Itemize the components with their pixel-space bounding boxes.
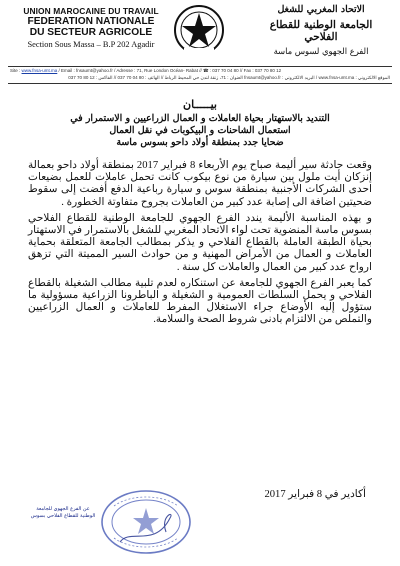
federation-name: FEDERATION NATIONALE: [27, 16, 155, 27]
statement-body: [28, 160, 372, 331]
contact-details: / Email : fnsaumt@yahoo.fr / Adresse : 71, Rue London Océan- Rabat // ☎ : 037 70 04 80 // Fax : 037 70 80 12: [57, 68, 282, 73]
contact-arabic: الموقع الالكتروني : www.fnsa-umt.ma / البريد الالكتروني : fnsaumt@yahoo.fr العنوان : 71، زنقة لندن حي المحيط الرباط // الهاتف : 80 04 70 037 // الفاكس : 12 80 70 037: [68, 75, 390, 80]
statement-heading: بيـــــان: [183, 98, 217, 111]
title-line-1: التنديد بالاستهتار بحياة العاملات و العمال الزراعيين و الاستمرار في: [70, 113, 330, 124]
union-name: UNION MAROCAINE DU TRAVAIL: [23, 6, 159, 16]
umt-logo: [170, 4, 228, 58]
header-left-block: [16, 6, 166, 49]
official-stamp: [100, 488, 192, 556]
section-address: Section Sous Massa – B.P 202 Agadir: [27, 40, 155, 49]
paragraph-condemnation: و بهذه المناسبة الأليمة يندد الفرع الجهوي للجامعة الوطنية للقطاع الفلاحي بسوس ماسة المنضوية تحت لواء الاتحاد المغربي للشغل بالاستمرار في الاستهتار بحياة الطبقة العاملة بالقطاع الفلاحي و يذكر بمطالب الجامعة المتعلقة بحماية العاملات و العمال من الأمراض المهنية و من حوادث السير المميتة التي تزهق ارواح عدد كبير من العمال والعاملات كل سنة .: [28, 212, 372, 273]
signature-line-2: الوطنية للقطاع الفلاحي بسوس: [30, 513, 96, 519]
branch-name-arabic: الفرع الجهوي لسوس ماسة: [273, 46, 369, 56]
header-right-block: [256, 4, 386, 56]
sector-name: DU SECTEUR AGRICOLE: [29, 27, 153, 38]
contact-bar: [8, 66, 392, 84]
signature-block: [28, 506, 98, 520]
title-line-3: ضحايا جدد بمنطقة أولاد داحو بسوس ماسة: [116, 137, 284, 148]
union-name-arabic: الاتحاد المغربي للشغل: [277, 4, 365, 15]
paragraph-accident: وقعت حادثة سير أليمة صباح يوم الأربعاء 8 فبراير 2017 بمنطقة أولاد داحو بعمالة إنزكان أيت ملول بين سيارة من نوع بيكوب كانت تحمل عاملات للعمل بضيعات احدى الشركات الأجنبية بمنطقة سوس و سيارة رباعية الدفع أفضت إلى سقوط ضحيتين اضافة الى إصابة عدد كبير من العاملات بجروح متفاوتة الخطورة .: [28, 160, 372, 208]
site-label: Site :: [10, 68, 21, 73]
paragraph-demands: كما يعبر الفرع الجهوي للجامعة عن استنكاره لعدم تلبية مطالب الشغيلة بالقطاع الفلاحي و يحمل السلطات العمومية و الشغيلة و الباطرونا الزراعية مسؤولية ما ستؤول إليه الأوضاع جراء الاستغلال المفرط للعاملات و العمال الزراعيين والتملص من الالتزام بادنى شروط الصحة والسلامة.: [28, 277, 372, 326]
federation-name-arabic: الجامعة الوطنية للقطاع الفلاحي: [269, 19, 373, 43]
statement-title: [30, 98, 370, 149]
website-link[interactable]: www.fnsa-umt.ma: [21, 68, 58, 73]
signature-line-1: عن الفرع الجهوي للجامعة: [36, 506, 90, 512]
place-date: أكادير في 8 فبراير 2017: [264, 489, 366, 500]
title-line-2: استعمال الشاحنات و البيكوبات في نقل العمال: [109, 125, 291, 136]
